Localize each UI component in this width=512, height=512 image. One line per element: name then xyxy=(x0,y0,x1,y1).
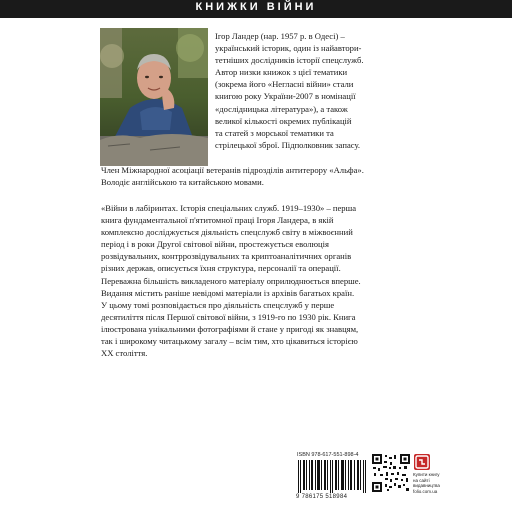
author-bio-full xyxy=(101,164,421,188)
description-line: книга фундаментальної п'ятитомної праці Ігоря Ландера, в якій xyxy=(101,215,334,226)
bio-line: стрілецької зброї. Підполковник запасу. xyxy=(215,139,361,150)
shop-logo-icon xyxy=(414,454,430,470)
bio-line: Член Міжнародної асоціації ветеранів підрозділів антитерору «Альфа». xyxy=(101,165,364,175)
author-portrait-icon xyxy=(100,28,208,166)
bio-line: тетніших дослідників історії спецслужб. xyxy=(215,55,364,66)
book-description xyxy=(101,202,421,359)
author-photo xyxy=(100,28,208,166)
bio-line: Ігор Ландер (нар. 1957 р. в Одесі) – xyxy=(215,31,345,41)
bio-line: (зокрема його «Негласні війни» стали xyxy=(215,79,354,90)
description-line: Видання містить раніше невідомі матеріали із архівів багатьох країн. xyxy=(101,287,355,298)
description-line: розвідувальних, контррозвідувальних та криптоаналітичних органів xyxy=(101,251,352,262)
description-line: десятиліття після Першої світової війни, з 1919-го по 1930 рік. Книга xyxy=(101,311,356,322)
shop-text xyxy=(413,472,463,494)
bio-line: Автор низки книжок з цієї тематики xyxy=(215,67,348,78)
author-bio-side xyxy=(215,30,410,151)
isbn-text: ISBN 978-617-551-898-4 xyxy=(297,452,359,458)
shop-text-line: Купити книгу xyxy=(413,472,440,477)
description-line: ілюстрована унікальними фотографіями й стане у пригоді як знавцям, xyxy=(101,323,359,334)
description-line: різних держав, описується їхня структура, персоналії та операції. xyxy=(101,263,341,274)
bio-line: Володіє англійською та китайською мовами. xyxy=(101,177,264,188)
shop-text-line: видавництва xyxy=(413,483,440,488)
description-line: У цьому томі розповідається про діяльність спецслужб у перше xyxy=(101,299,335,310)
bio-line: «дослідницька література»), а також xyxy=(215,103,348,114)
qr-code-icon xyxy=(372,454,410,492)
bio-line: книгою року України-2007 в номінації xyxy=(215,91,356,102)
description-line: XX століття. xyxy=(101,348,148,359)
barcode-number: 9 786175 518984 xyxy=(296,494,348,500)
description-line: «Війни в лабіринтах. Історія спеціальних служб. 1919–1930» – перша xyxy=(101,203,357,213)
description-line: так і широкому читацькому загалу – всім тим, хто цікавиться історією xyxy=(101,336,358,347)
bio-line: та статей з морської тематики та xyxy=(215,127,334,138)
shop-text-line: на сайті xyxy=(413,477,430,483)
series-banner xyxy=(0,0,512,18)
description-line: комплексно досліджується діяльність спецслужб світу в міжвоєнний xyxy=(101,227,353,238)
bio-line: великої кількості окремих публікацій xyxy=(215,115,352,126)
bio-line: український історик, один із найавтори- xyxy=(215,43,362,54)
series-title: КНИЖКИ ВІЙНИ xyxy=(195,1,317,13)
barcode-icon xyxy=(297,460,369,493)
shop-text-line: folio.com.ua xyxy=(413,488,438,494)
description-line: Переважна більшість викладеного матеріалу оприлюднюється вперше. xyxy=(101,275,361,286)
description-line: період і в роки Другої світової війни, простежується еволюція xyxy=(101,239,329,250)
barcode xyxy=(297,460,369,493)
